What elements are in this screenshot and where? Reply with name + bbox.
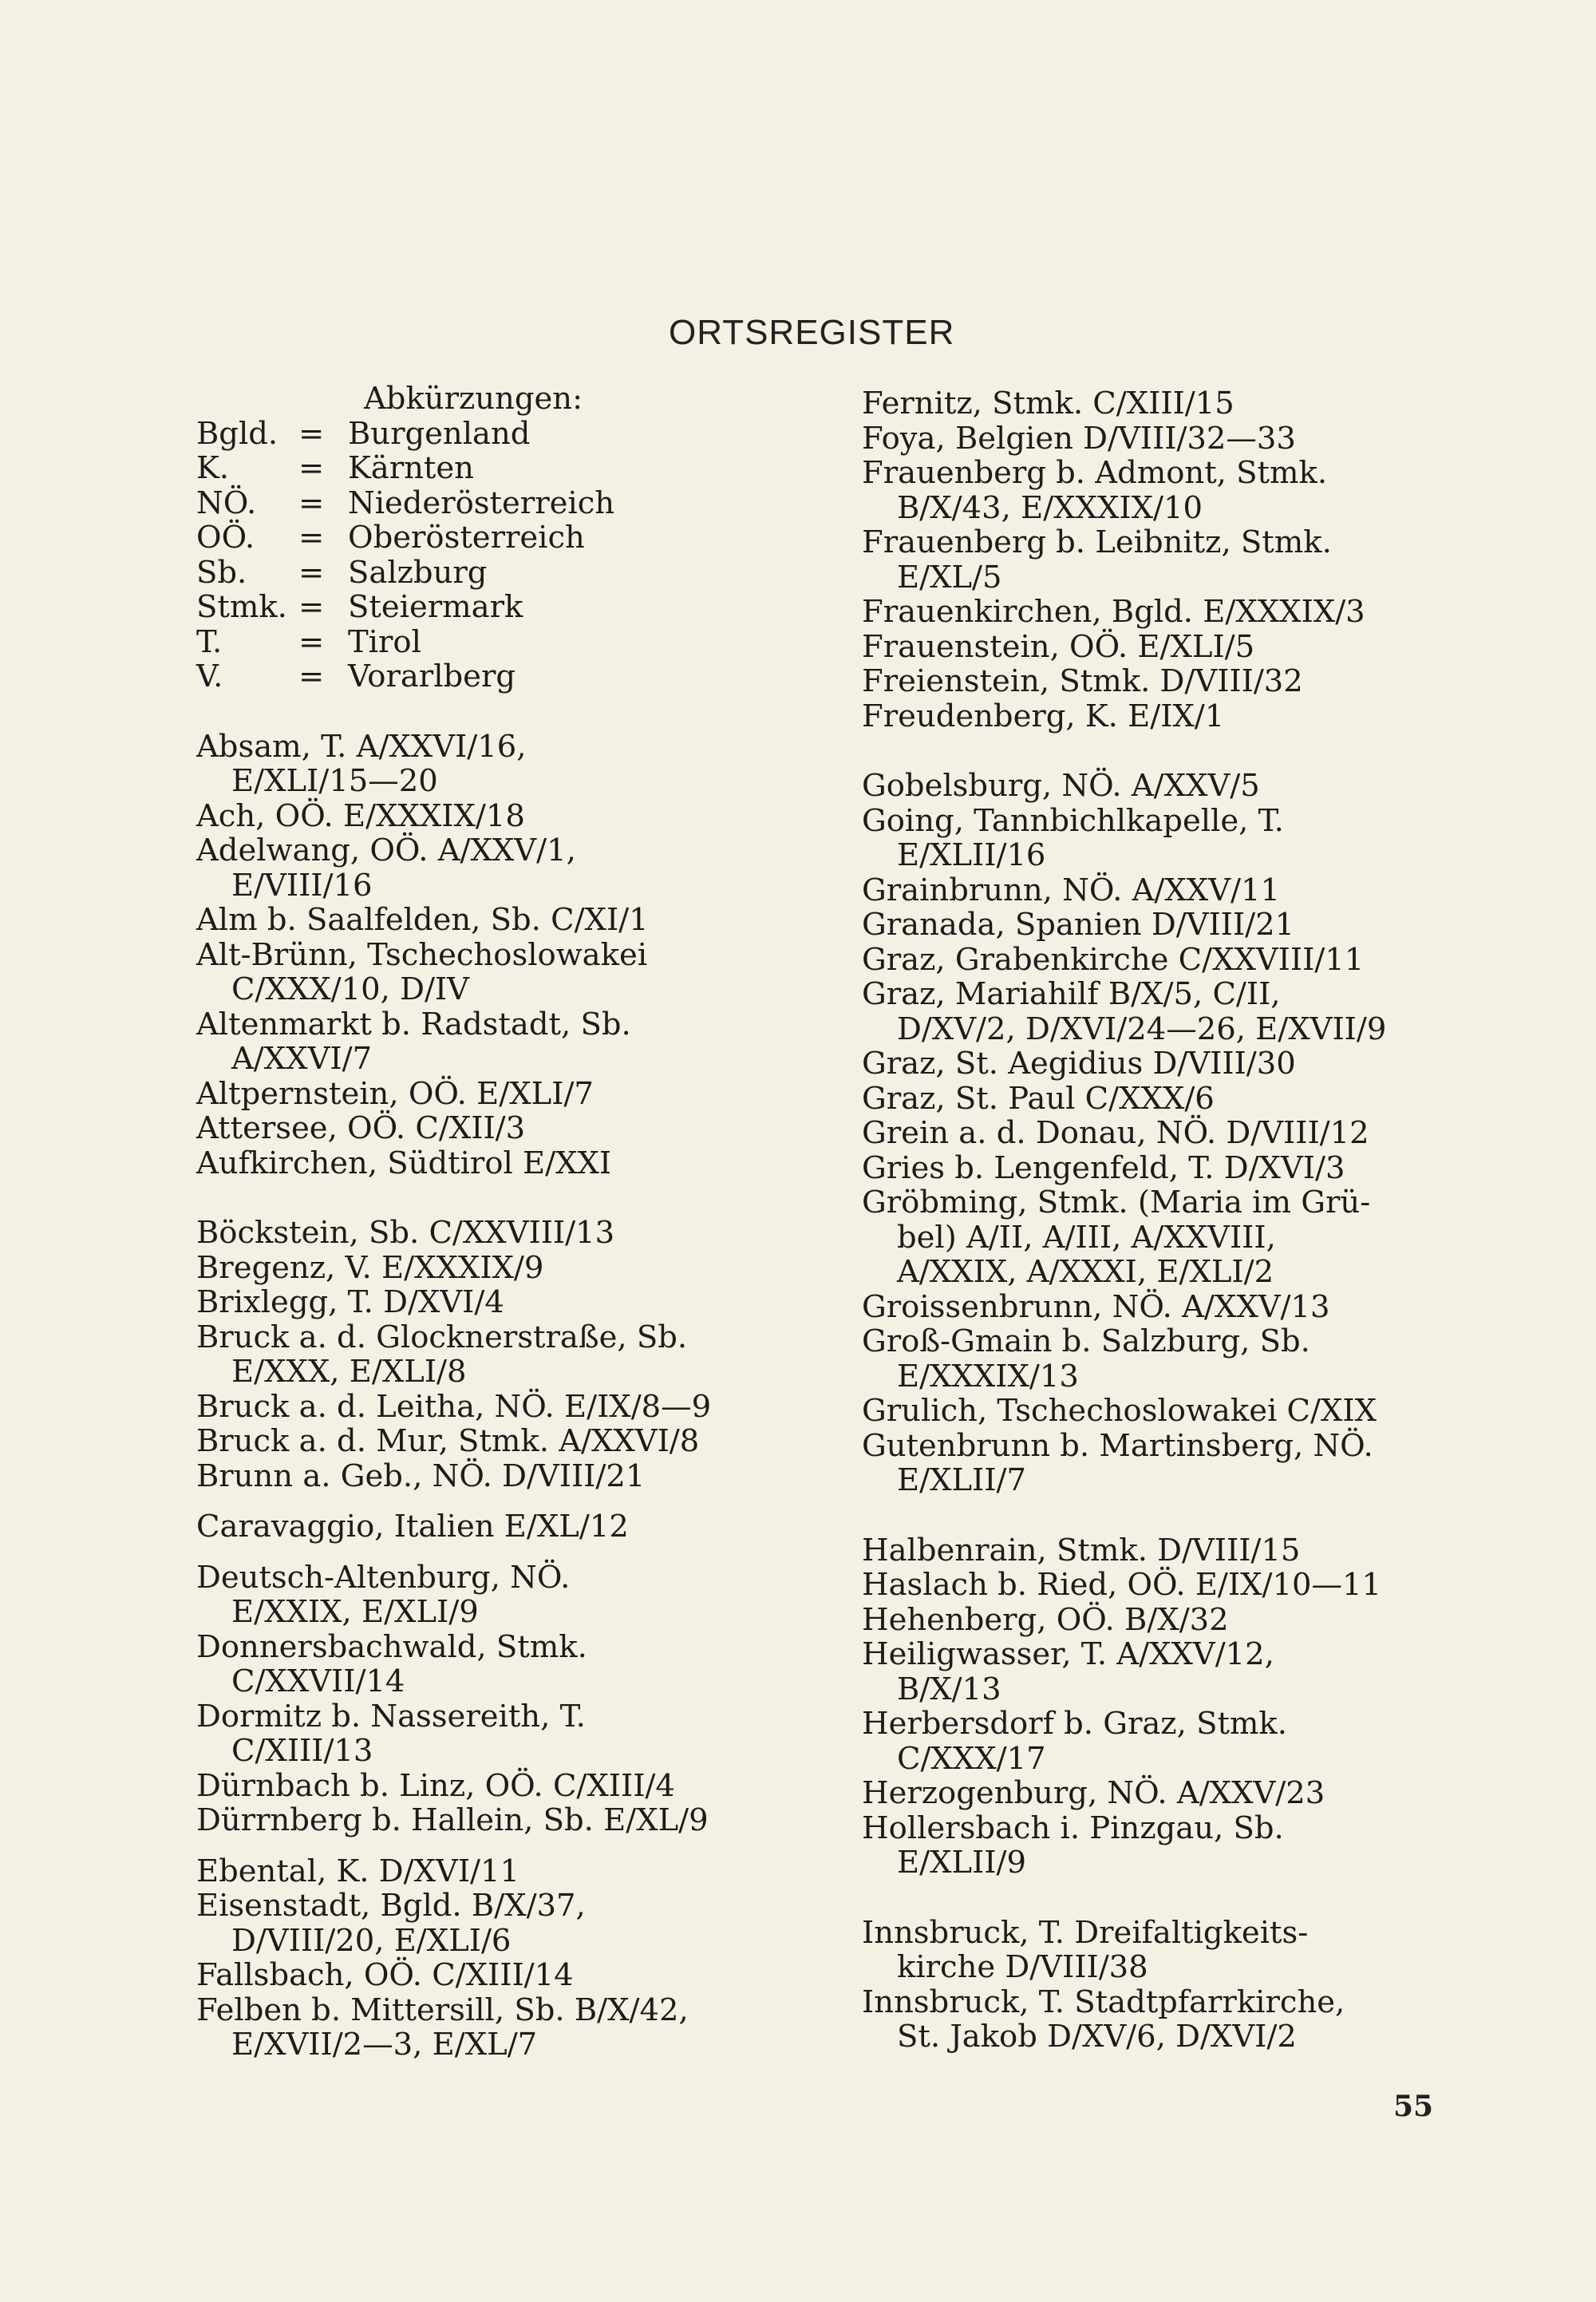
index-entry bbox=[862, 456, 1468, 525]
index-entry bbox=[862, 386, 1468, 421]
index-entry bbox=[862, 769, 1468, 804]
left-index-list bbox=[196, 730, 803, 2063]
entry-line: Eisenstadt, Bgld. B/X/37, bbox=[196, 1888, 586, 1924]
abbreviation-sep: = bbox=[298, 520, 325, 556]
abbreviation-value: Steiermark bbox=[348, 589, 523, 625]
entry-continuation-line: C/XIII/13 bbox=[231, 1733, 373, 1769]
entry-line: Altpernstein, OÖ. E/XLI/7 bbox=[196, 1075, 594, 1112]
index-entry bbox=[862, 595, 1468, 630]
index-entry bbox=[196, 1630, 803, 1699]
abbreviation-value: Oberösterreich bbox=[348, 520, 585, 556]
entry-line: Caravaggio, Italien E/XL/12 bbox=[196, 1509, 629, 1545]
index-entry bbox=[196, 1889, 803, 1958]
index-entry bbox=[196, 1993, 803, 2063]
index-entry bbox=[862, 1776, 1468, 1811]
index-entry bbox=[862, 1290, 1468, 1325]
abbreviation-sep: = bbox=[298, 450, 325, 486]
index-entry bbox=[862, 1707, 1468, 1776]
entry-continuation-line: E/XXIX, E/XLI/9 bbox=[231, 1594, 479, 1630]
index-entry bbox=[196, 1424, 803, 1459]
entry-line: Gobelsburg, NÖ. A/XXV/5 bbox=[862, 768, 1260, 804]
entry-continuation-line: E/XXX, E/XLI/8 bbox=[231, 1354, 467, 1390]
index-entry bbox=[862, 804, 1468, 873]
section-gap bbox=[196, 1493, 803, 1509]
index-entry bbox=[862, 1116, 1468, 1151]
entry-line: Deutsch-Altenburg, NÖ. bbox=[196, 1559, 571, 1596]
entry-continuation-line: D/VIII/20, E/XLI/6 bbox=[231, 1922, 512, 1959]
index-entry bbox=[196, 1216, 803, 1251]
index-entry bbox=[862, 1603, 1468, 1638]
entry-line: Fernitz, Stmk. C/XIII/15 bbox=[862, 386, 1235, 421]
entry-line: Heiligwasser, T. A/XXV/12, bbox=[862, 1636, 1274, 1672]
entry-line: Gröbming, Stmk. (Maria im Grü- bbox=[862, 1185, 1371, 1220]
abbreviation-sep: = bbox=[298, 623, 325, 660]
index-entry bbox=[862, 1985, 1468, 2055]
entry-line: Donnersbachwald, Stmk. bbox=[196, 1628, 587, 1665]
page-title: ORTSREGISTER bbox=[669, 313, 955, 352]
entry-continuation-line: kirche D/VIII/38 bbox=[897, 1949, 1148, 1985]
right-column bbox=[862, 386, 1468, 2055]
section-gap bbox=[196, 1181, 803, 1216]
entry-continuation-line: E/XLII/9 bbox=[897, 1845, 1026, 1881]
abbreviation-row bbox=[196, 556, 803, 591]
index-entry bbox=[196, 938, 803, 1007]
entry-line: Alm b. Saalfelden, Sb. C/XI/1 bbox=[196, 902, 649, 938]
abbreviation-row bbox=[196, 590, 803, 625]
section-gap bbox=[196, 1838, 803, 1854]
index-entry bbox=[862, 1637, 1468, 1707]
entry-line: Innsbruck, T. Dreifaltigkeits- bbox=[862, 1914, 1309, 1951]
abbreviation-value: Salzburg bbox=[348, 554, 488, 591]
page-number: 55 bbox=[1393, 2090, 1434, 2123]
entry-continuation-line: E/XLII/16 bbox=[897, 837, 1046, 873]
abbreviation-key: K. bbox=[196, 450, 230, 486]
index-entry bbox=[196, 1699, 803, 1769]
entry-line: Herzogenburg, NÖ. A/XXV/23 bbox=[862, 1775, 1325, 1811]
index-entry bbox=[862, 421, 1468, 457]
entry-continuation-line: A/XXIX, A/XXXI, E/XLI/2 bbox=[897, 1254, 1274, 1290]
entry-line: Alt-Brünn, Tschechoslowakei bbox=[196, 936, 648, 973]
left-column bbox=[196, 382, 803, 2063]
entry-line: Brixlegg, T. D/XVI/4 bbox=[196, 1284, 504, 1320]
entry-line: Fallsbach, OÖ. C/XIII/14 bbox=[196, 1957, 574, 1993]
abbreviation-value: Niederösterreich bbox=[348, 485, 615, 521]
entry-continuation-line: E/VIII/16 bbox=[231, 867, 373, 904]
entry-continuation-line: E/XXXIX/13 bbox=[897, 1358, 1079, 1394]
section-gap bbox=[862, 1881, 1468, 1916]
abbreviation-sep: = bbox=[298, 415, 325, 452]
entry-continuation-line: E/XLII/7 bbox=[897, 1462, 1026, 1498]
section-gap bbox=[862, 1498, 1468, 1533]
entry-line: Absam, T. A/XXVI/16, bbox=[196, 728, 527, 765]
entry-line: Haslach b. Ried, OÖ. E/IX/10—11 bbox=[862, 1567, 1381, 1603]
entry-line: Frauenberg b. Leibnitz, Stmk. bbox=[862, 524, 1332, 560]
abbreviation-sep: = bbox=[298, 659, 325, 694]
entry-line: Adelwang, OÖ. A/XXV/1, bbox=[196, 833, 576, 868]
index-entry bbox=[862, 1394, 1468, 1429]
entry-line: Frauenstein, OÖ. E/XLI/5 bbox=[862, 628, 1255, 665]
index-entry bbox=[196, 1390, 803, 1425]
entry-line: Gutenbrunn b. Martinsberg, NÖ. bbox=[862, 1427, 1373, 1464]
abbreviation-key: Stmk. bbox=[196, 589, 287, 625]
index-entry bbox=[196, 730, 803, 799]
index-entry bbox=[196, 1251, 803, 1286]
abbreviation-sep: = bbox=[298, 589, 325, 625]
entry-continuation-line: E/XLI/15—20 bbox=[231, 763, 438, 799]
index-entry bbox=[196, 1459, 803, 1494]
abbreviation-key: T. bbox=[196, 623, 223, 660]
entry-line: Grein a. d. Donau, NÖ. D/VIII/12 bbox=[862, 1115, 1369, 1151]
entry-line: Dürnbach b. Linz, OÖ. C/XIII/4 bbox=[196, 1767, 675, 1804]
abbreviation-key: V. bbox=[196, 659, 223, 694]
abbreviation-sep: = bbox=[298, 554, 325, 591]
index-entry bbox=[196, 1958, 803, 1993]
entry-line: Graz, Grabenkirche C/XXVIII/11 bbox=[862, 941, 1365, 978]
entry-line: Graz, St. Aegidius D/VIII/30 bbox=[862, 1046, 1296, 1082]
entry-line: Groß-Gmain b. Salzburg, Sb. bbox=[862, 1323, 1310, 1359]
index-entry bbox=[196, 833, 803, 903]
entry-line: Graz, Mariahilf B/X/5, C/II, bbox=[862, 976, 1281, 1012]
entry-line: Altenmarkt b. Radstadt, Sb. bbox=[196, 1006, 631, 1042]
index-entry bbox=[196, 903, 803, 938]
index-entry bbox=[196, 1803, 803, 1838]
entry-line: Herbersdorf b. Graz, Stmk. bbox=[862, 1706, 1287, 1742]
entry-line: Halbenrain, Stmk. D/VIII/15 bbox=[862, 1532, 1301, 1568]
entry-line: Attersee, OÖ. C/XII/3 bbox=[196, 1110, 526, 1146]
entry-line: Bruck a. d. Leitha, NÖ. E/IX/8—9 bbox=[196, 1388, 712, 1425]
section-gap bbox=[196, 694, 803, 730]
abbreviations-heading: Abkürzungen: bbox=[364, 381, 583, 417]
entry-line: Innsbruck, T. Stadtpfarrkirche, bbox=[862, 1984, 1345, 2020]
abbreviation-row bbox=[196, 520, 803, 556]
section-gap bbox=[196, 1545, 803, 1560]
entry-continuation-line: B/X/43, E/XXXIX/10 bbox=[897, 489, 1203, 526]
entry-continuation-line: B/X/13 bbox=[897, 1671, 1001, 1707]
abbreviation-key: OÖ. bbox=[196, 520, 255, 556]
entry-line: Ebental, K. D/XVI/11 bbox=[196, 1853, 520, 1889]
entry-line: Dormitz b. Nassereith, T. bbox=[196, 1698, 586, 1734]
index-entry bbox=[862, 873, 1468, 908]
index-entry bbox=[862, 1811, 1468, 1881]
entry-continuation-line: A/XXVI/7 bbox=[231, 1041, 373, 1077]
index-entry bbox=[862, 1151, 1468, 1186]
index-entry bbox=[862, 699, 1468, 734]
index-entry bbox=[862, 977, 1468, 1046]
entry-line: Frauenkirchen, Bgld. E/XXXIX/3 bbox=[862, 594, 1365, 630]
index-entry bbox=[862, 1185, 1468, 1290]
entry-continuation-line: bel) A/II, A/III, A/XXVIII, bbox=[897, 1219, 1276, 1256]
entry-line: Bregenz, V. E/XXXIX/9 bbox=[196, 1249, 544, 1286]
index-entry bbox=[196, 1560, 803, 1630]
right-index-list bbox=[862, 386, 1468, 2055]
abbreviation-row bbox=[196, 417, 803, 452]
abbreviation-value: Kärnten bbox=[348, 450, 474, 486]
entry-line: Felben b. Mittersill, Sb. B/X/42, bbox=[196, 1992, 689, 2028]
index-entry bbox=[862, 1046, 1468, 1082]
entry-line: Hehenberg, OÖ. B/X/32 bbox=[862, 1601, 1229, 1638]
abbreviation-row bbox=[196, 486, 803, 521]
index-entry bbox=[196, 1769, 803, 1804]
index-entry bbox=[196, 1320, 803, 1390]
entry-continuation-line: E/XVII/2—3, E/XL/7 bbox=[231, 2027, 538, 2063]
entry-line: Brunn a. Geb., NÖ. D/VIII/21 bbox=[196, 1458, 646, 1494]
index-entry bbox=[196, 1509, 803, 1545]
index-entry bbox=[862, 1916, 1468, 1985]
index-entry bbox=[862, 1429, 1468, 1498]
abbreviation-row bbox=[196, 659, 803, 694]
index-entry bbox=[862, 1324, 1468, 1394]
entry-line: Bruck a. d. Glocknerstraße, Sb. bbox=[196, 1319, 688, 1355]
entry-line: Ach, OÖ. E/XXXIX/18 bbox=[196, 797, 525, 834]
index-entry bbox=[196, 1285, 803, 1320]
index-entry bbox=[862, 908, 1468, 943]
abbreviation-sep: = bbox=[298, 485, 325, 521]
entry-continuation-line: D/XV/2, D/XVI/24—26, E/XVII/9 bbox=[897, 1011, 1387, 1047]
index-entry bbox=[862, 1082, 1468, 1117]
index-entry bbox=[862, 630, 1468, 665]
entry-continuation-line: C/XXX/10, D/IV bbox=[231, 971, 469, 1007]
entry-line: Going, Tannbichlkapelle, T. bbox=[862, 802, 1284, 839]
abbreviation-value: Burgenland bbox=[348, 415, 531, 452]
index-entry bbox=[196, 1007, 803, 1077]
index-entry bbox=[196, 799, 803, 834]
abbreviation-row bbox=[196, 451, 803, 486]
section-gap bbox=[862, 734, 1468, 769]
entry-line: Groissenbrunn, NÖ. A/XXV/13 bbox=[862, 1288, 1330, 1325]
entry-line: Böckstein, Sb. C/XXVIII/13 bbox=[196, 1215, 615, 1251]
index-entry bbox=[862, 525, 1468, 595]
abbreviation-row bbox=[196, 625, 803, 660]
entry-line: Bruck a. d. Mur, Stmk. A/XXVI/8 bbox=[196, 1423, 700, 1459]
abbreviation-key: Bgld. bbox=[196, 415, 279, 452]
entry-line: Granada, Spanien D/VIII/21 bbox=[862, 907, 1295, 943]
entry-line: Hollersbach i. Pinzgau, Sb. bbox=[862, 1810, 1284, 1846]
entry-line: Foya, Belgien D/VIII/32—33 bbox=[862, 420, 1296, 457]
entry-continuation-line: C/XXX/17 bbox=[897, 1740, 1046, 1777]
entry-continuation-line: E/XL/5 bbox=[897, 559, 1002, 595]
abbreviation-value: Vorarlberg bbox=[348, 659, 516, 694]
index-entry bbox=[862, 664, 1468, 699]
entry-line: Graz, St. Paul C/XXX/6 bbox=[862, 1080, 1215, 1117]
entry-line: Frauenberg b. Admont, Stmk. bbox=[862, 455, 1328, 491]
entry-line: Freudenberg, K. E/IX/1 bbox=[862, 698, 1225, 734]
entry-line: Grainbrunn, NÖ. A/XXV/11 bbox=[862, 872, 1280, 908]
index-entry bbox=[862, 943, 1468, 978]
index-entry bbox=[862, 1568, 1468, 1603]
entry-line: Freienstein, Stmk. D/VIII/32 bbox=[862, 663, 1303, 699]
abbreviation-value: Tirol bbox=[348, 623, 421, 660]
entry-line: Gries b. Lengenfeld, T. D/XVI/3 bbox=[862, 1149, 1345, 1186]
index-entry bbox=[196, 1111, 803, 1146]
entry-continuation-line: St. Jakob D/XV/6, D/XVI/2 bbox=[897, 2019, 1297, 2055]
index-entry bbox=[862, 1533, 1468, 1568]
index-entry bbox=[196, 1077, 803, 1112]
entry-continuation-line: C/XXVII/14 bbox=[231, 1663, 405, 1699]
entry-line: Dürrnberg b. Hallein, Sb. E/XL/9 bbox=[196, 1802, 709, 1838]
abbreviations-list bbox=[196, 417, 803, 694]
index-entry bbox=[196, 1146, 803, 1181]
entry-line: Aufkirchen, Südtirol E/XXI bbox=[196, 1145, 612, 1181]
abbreviation-key: Sb. bbox=[196, 554, 247, 591]
index-entry bbox=[196, 1854, 803, 1889]
entry-line: Grulich, Tschechoslowakei C/XIX bbox=[862, 1393, 1377, 1429]
abbreviation-key: NÖ. bbox=[196, 485, 257, 521]
